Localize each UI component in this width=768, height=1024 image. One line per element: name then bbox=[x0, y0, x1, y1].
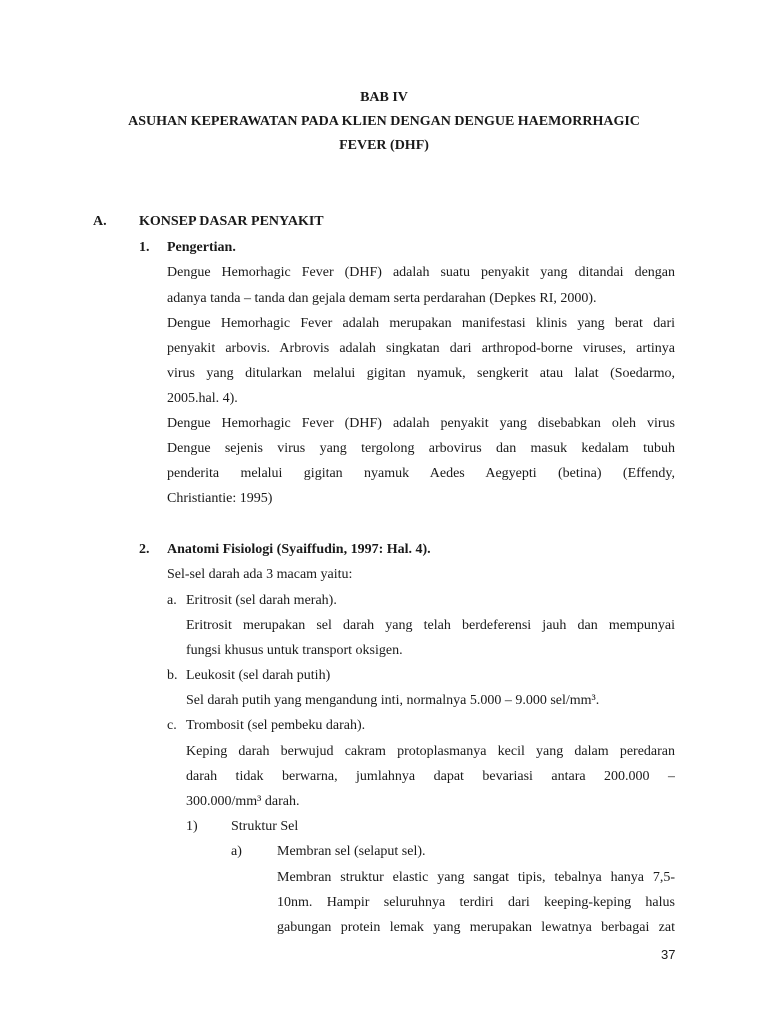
paragraph-line: Christiantie: 1995) bbox=[167, 491, 273, 506]
section-a-heading: KONSEP DASAR PENYAKIT bbox=[139, 214, 324, 229]
list-marker-c: c. bbox=[167, 718, 177, 733]
list-heading-eritrosit: Eritrosit (sel darah merah). bbox=[186, 593, 337, 608]
item-2-heading: Anatomi Fisiologi (Syaiffudin, 1997: Hal. 4). bbox=[167, 542, 431, 557]
list-marker-b: b. bbox=[167, 668, 178, 683]
paragraph-line: Dengue sejenis virus yang tergolong arbovirus dan masuk kedalam tubuh bbox=[167, 441, 675, 456]
paragraph-line: Dengue Hemorhagic Fever adalah merupakan manifestasi klinis yang berat dari bbox=[167, 316, 675, 331]
list-heading-trombosit: Trombosit (sel pembeku darah). bbox=[186, 718, 366, 733]
paragraph-line: gabungan protein lemak yang merupakan lewatnya berbagai zat bbox=[277, 920, 675, 935]
subsublist-heading-membran-sel: Membran sel (selaput sel). bbox=[277, 844, 426, 859]
chapter-title-line-2: FEVER (DHF) bbox=[339, 138, 429, 153]
paragraph-line: 2005.hal. 4). bbox=[167, 391, 238, 406]
chapter-label: BAB IV bbox=[360, 90, 408, 105]
section-a-marker: A. bbox=[93, 214, 107, 229]
item-2-marker: 2. bbox=[139, 542, 150, 557]
list-marker-a: a. bbox=[167, 593, 177, 608]
paragraph-line: Sel darah putih yang mengandung inti, normalnya 5.000 – 9.000 sel/mm³. bbox=[186, 693, 600, 708]
subsublist-marker-a: a) bbox=[231, 844, 242, 859]
paragraph-line: Dengue Hemorhagic Fever (DHF) adalah suatu penyakit yang ditandai dengan bbox=[167, 265, 675, 280]
chapter-title bbox=[0, 86, 768, 158]
paragraph-line: Membran struktur elastic yang sangat tipis, tebalnya hanya 7,5- bbox=[277, 870, 675, 885]
sublist-marker-1: 1) bbox=[186, 819, 198, 834]
item-1-heading: Pengertian. bbox=[167, 240, 236, 255]
paragraph-line: Dengue Hemorhagic Fever (DHF) adalah penyakit yang disebabkan oleh virus bbox=[167, 416, 675, 431]
chapter-title-line-1: ASUHAN KEPERAWATAN PADA KLIEN DENGAN DENGUE HAEMORRHAGIC bbox=[128, 114, 640, 129]
page-number: 37 bbox=[661, 947, 676, 962]
paragraph-line: 300.000/mm³ darah. bbox=[186, 794, 300, 809]
paragraph-line: penyakit arbovis. Arbrovis adalah singkatan dari arthropod-borne viruses, artinya bbox=[167, 341, 675, 356]
paragraph-line: darah tidak berwarna, jumlahnya dapat bevariasi antara 200.000 – bbox=[186, 769, 675, 784]
paragraph-line: adanya tanda – tanda dan gejala demam serta perdarahan (Depkes RI, 2000). bbox=[167, 291, 597, 306]
paragraph-line: 10nm. Hampir seluruhnya terdiri dari keeping-keping halus bbox=[277, 895, 675, 910]
paragraph-line: Eritrosit merupakan sel darah yang telah berdeferensi jauh dan mempunyai bbox=[186, 618, 675, 633]
paragraph-line: penderita melalui gigitan nyamuk Aedes Aegyepti (betina) (Effendy, bbox=[167, 466, 675, 481]
paragraph-line: Keping darah berwujud cakram protoplasmanya kecil yang dalam peredaran bbox=[186, 744, 675, 759]
sublist-heading-struktur-sel: Struktur Sel bbox=[231, 819, 299, 834]
list-heading-leukosit: Leukosit (sel darah putih) bbox=[186, 668, 331, 683]
item-1-marker: 1. bbox=[139, 240, 150, 255]
paragraph-line: fungsi khusus untuk transport oksigen. bbox=[186, 643, 403, 658]
paragraph-line: virus yang ditularkan melalui gigitan nyamuk, sengkerit atau lalat (Soedarmo, bbox=[167, 366, 675, 381]
item-2-intro: Sel-sel darah ada 3 macam yaitu: bbox=[167, 567, 353, 582]
